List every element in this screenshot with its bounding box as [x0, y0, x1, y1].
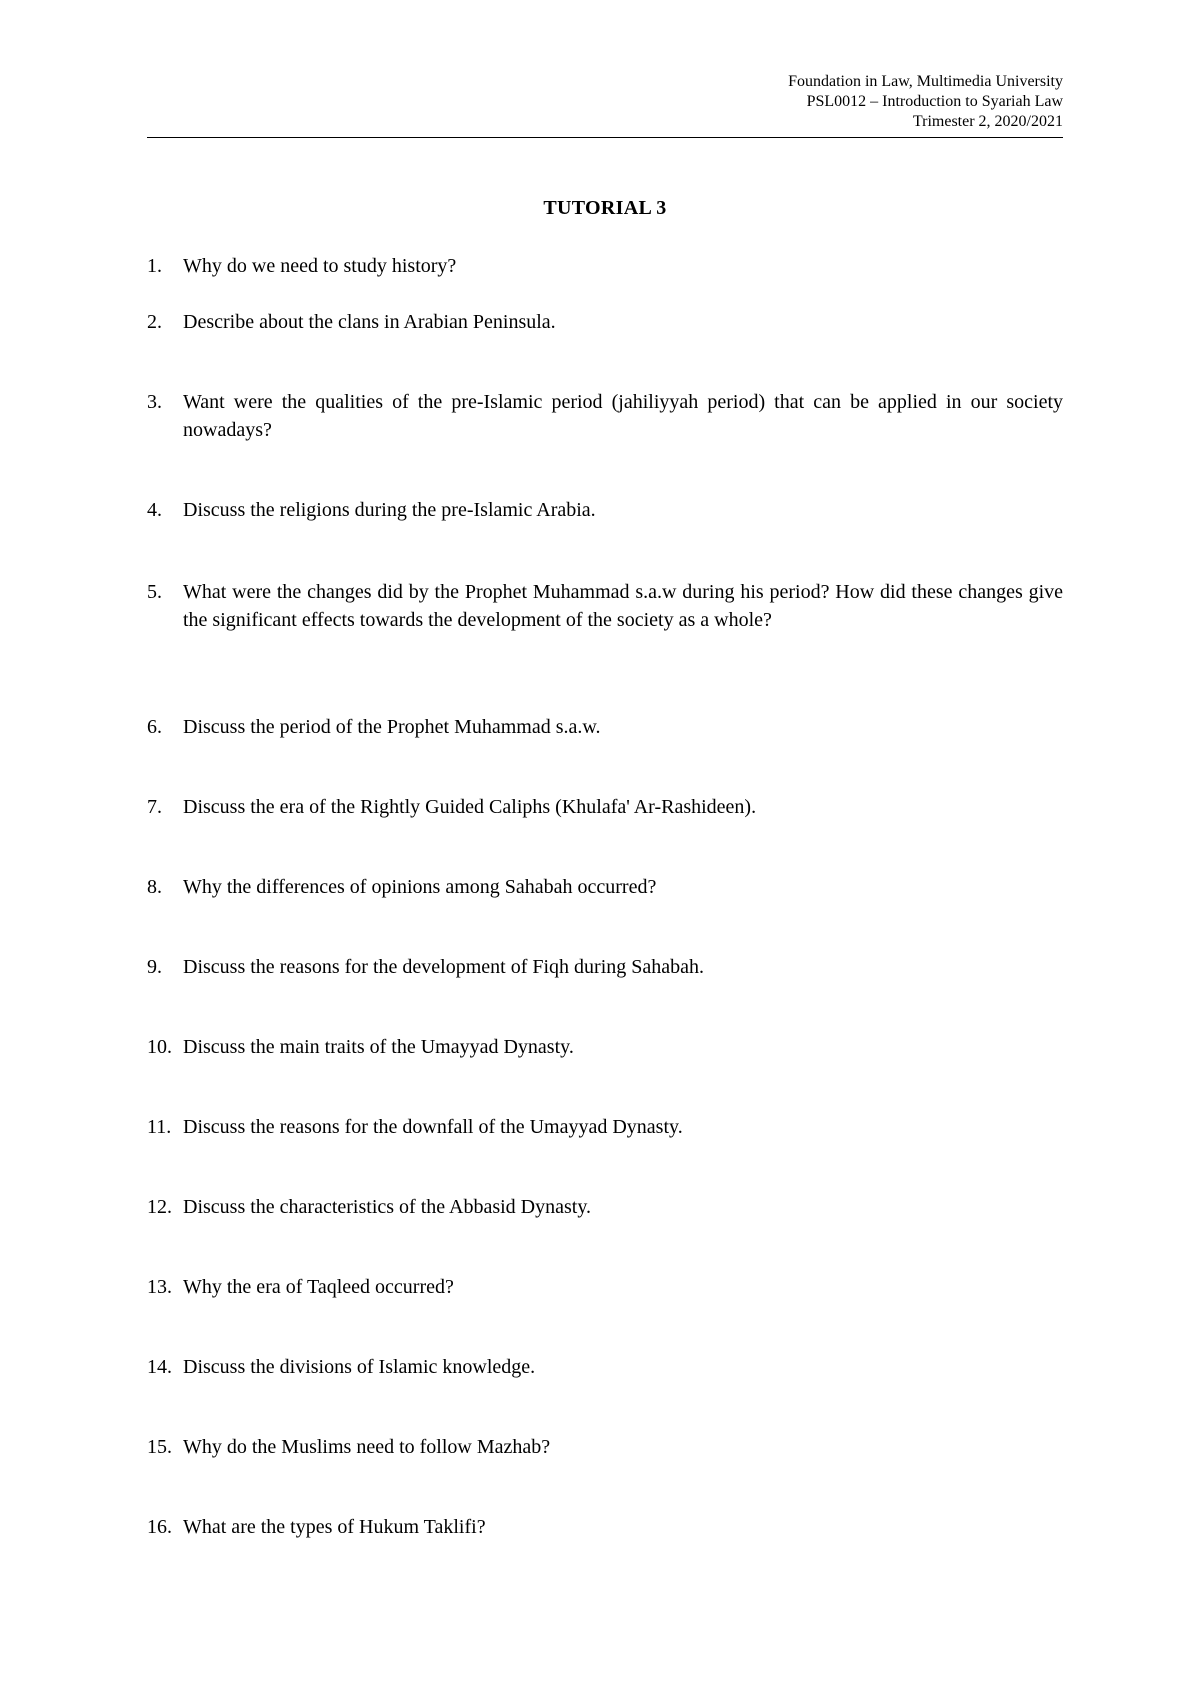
question-number: 5. [147, 581, 162, 603]
question-item [147, 1273, 1063, 1301]
question-text: Discuss the religions during the pre-Islamic Arabia. [183, 499, 596, 521]
question-number: 4. [147, 499, 162, 521]
question-text: Discuss the main traits of the Umayyad Dynasty. [183, 1036, 574, 1058]
question-item [147, 1193, 1063, 1221]
question-text: Why the era of Taqleed occurred? [183, 1276, 454, 1298]
question-item [147, 713, 1063, 741]
question-text: Discuss the era of the Rightly Guided Caliphs (Khulafa' Ar-Rashideen). [183, 796, 757, 818]
question-number: 10. [147, 1036, 172, 1058]
question-number: 12. [147, 1196, 172, 1218]
page-title: TUTORIAL 3 [543, 197, 667, 219]
question-item [147, 1433, 1063, 1461]
question-text: Discuss the characteristics of the Abbasid Dynasty. [183, 1196, 592, 1218]
question-item [147, 496, 1063, 524]
question-item [147, 1033, 1063, 1061]
question-number: 14. [147, 1356, 172, 1378]
question-item [147, 578, 1063, 634]
question-text: Discuss the period of the Prophet Muhammad s.a.w. [183, 716, 601, 738]
question-item [147, 388, 1063, 444]
question-text: Why do we need to study history? [183, 255, 457, 277]
question-text: Discuss the reasons for the downfall of the Umayyad Dynasty. [183, 1116, 683, 1138]
question-number: 1. [147, 255, 162, 277]
question-number: 15. [147, 1436, 172, 1458]
question-number: 13. [147, 1276, 172, 1298]
question-text: Why the differences of opinions among Sahabah occurred? [183, 876, 657, 898]
question-item [147, 953, 1063, 981]
question-number: 2. [147, 311, 162, 333]
question-item [147, 793, 1063, 821]
question-text: Why do the Muslims need to follow Mazhab? [183, 1436, 551, 1458]
question-item [147, 308, 1063, 336]
question-item [147, 1113, 1063, 1141]
question-number: 3. [147, 391, 162, 413]
question-item [147, 873, 1063, 901]
question-text: Describe about the clans in Arabian Peninsula. [183, 311, 556, 333]
question-item [147, 252, 1063, 280]
question-number: 7. [147, 796, 162, 818]
question-number: 6. [147, 716, 162, 738]
question-number: 8. [147, 876, 162, 898]
header-course: PSL0012 – Introduction to Syariah Law [806, 93, 1063, 110]
question-item [147, 1353, 1063, 1381]
question-number: 9. [147, 956, 162, 978]
question-text: Discuss the divisions of Islamic knowledge. [183, 1356, 536, 1378]
question-text: Want were the qualities of the pre-Islamic period (jahiliyyah period) that can be applied in our society nowadays? [183, 391, 1063, 441]
question-item [147, 1513, 1063, 1541]
question-text: What are the types of Hukum Taklifi? [183, 1516, 486, 1538]
question-text: Discuss the reasons for the development of Fiqh during Sahabah. [183, 956, 705, 978]
question-number: 16. [147, 1516, 172, 1538]
question-number: 11. [147, 1116, 172, 1138]
header-institution: Foundation in Law, Multimedia University [788, 73, 1063, 90]
question-text: What were the changes did by the Prophet Muhammad s.a.w during his period? How did these changes give the significant effects towards the development of the society as a whole? [183, 581, 1063, 631]
header-trimester: Trimester 2, 2020/2021 [912, 113, 1063, 130]
